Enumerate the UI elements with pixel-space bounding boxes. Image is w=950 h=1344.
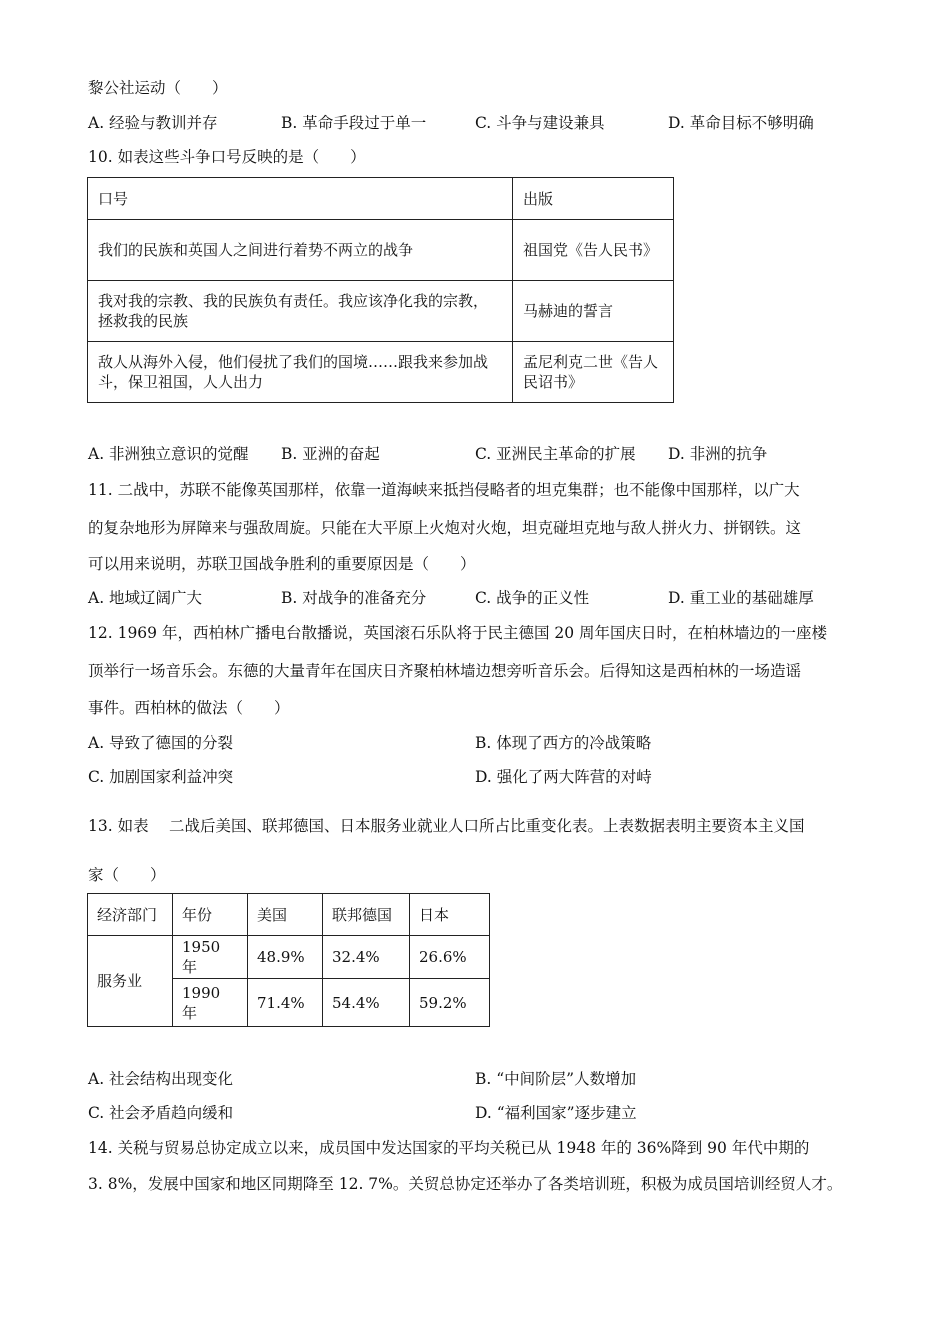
q10-option-d[interactable]: D. 非洲的抗争 [668,445,768,463]
q10-header-slogan: 口号 [88,178,513,220]
q13-sector-cell: 服务业 [88,936,173,1027]
q10-stem: 10. 如表这些斗争口号反映的是（ ） [88,148,366,166]
q11-option-d[interactable]: D. 重工业的基础雄厚 [668,589,814,607]
q10-option-c[interactable]: C. 亚洲民主革命的扩展 [475,445,636,463]
q10-row2-slogan: 我对我的宗教、我的民族负有责任。我应该净化我的宗教，拯救我的民族 [88,281,513,342]
q13-row1-year: 1950 年 [173,936,248,979]
q11-stem-line2: 的复杂地形为屏障来与强敌周旋。只能在大平原上火炮对火炮，坦克碰坦克地与敌人拼火力、拼钢铁。这 [88,519,802,537]
q9-option-c[interactable]: C. 斗争与建设兼具 [475,114,605,132]
q13-row2-year: 1990 年 [173,979,248,1027]
q13-stem-line2: 家（ ） [88,866,166,884]
q10-row2-source: 马赫迪的誓言 [513,281,674,342]
q14-stem-line1: 14. 关税与贸易总协定成立以来，成员国中发达国家的平均关税已从 1948 年的 36%降到 90 年代中期的 [88,1139,810,1157]
q13-row1-west-germany: 32.4% [323,936,410,979]
q13-row2-japan: 59.2% [410,979,490,1027]
q13-option-a[interactable]: A. 社会结构出现变化 [88,1070,234,1088]
q12-option-b[interactable]: B. 体现了西方的冷战策略 [475,734,652,752]
q14-stem-line2: 3. 8%，发展中国家和地区同期降至 12. 7%。关贸总协定还举办了各类培训班，积极为成员国培训经贸人才。 [88,1175,843,1193]
q13-row1-japan: 26.6% [410,936,490,979]
q12-stem-line1: 12. 1969 年，西柏林广播电台散播说，英国滚石乐队将于民主德国 20 周年国庆日时，在柏林墙边的一座楼 [88,624,828,642]
q9-option-d[interactable]: D. 革命目标不够明确 [668,114,814,132]
q11-option-c[interactable]: C. 战争的正义性 [475,589,590,607]
q10-row3-source: 孟尼利克二世《告人民诏书》 [513,342,674,403]
q10-row1-source: 祖国党《告人民书》 [513,220,674,281]
q10-option-b[interactable]: B. 亚洲的奋起 [281,445,380,463]
q12-stem-line2: 顶举行一场音乐会。东德的大量青年在国庆日齐聚柏林墙边想旁听音乐会。后得知这是西柏林的一场造谣 [88,662,802,680]
q13-option-c[interactable]: C. 社会矛盾趋向缓和 [88,1104,234,1122]
q13-row2-usa: 71.4% [248,979,323,1027]
q13-row1-usa: 48.9% [248,936,323,979]
q10-option-a[interactable]: A. 非洲独立意识的觉醒 [88,445,249,463]
q13-stem-line1: 13. 如表 二战后美国、联邦德国、日本服务业就业人口所占比重变化表。上表数据表明主要资本主义国 [88,817,805,835]
q13-header-sector: 经济部门 [88,894,173,936]
q9-option-b[interactable]: B. 革命手段过于单一 [281,114,427,132]
q13-option-b[interactable]: B. “中间阶层”人数增加 [475,1070,637,1088]
q11-stem-line3: 可以用来说明，苏联卫国战争胜利的重要原因是（ ） [88,555,476,573]
q12-option-c[interactable]: C. 加剧国家利益冲突 [88,768,234,786]
q10-row1-slogan: 我们的民族和英国人之间进行着势不两立的战争 [88,220,513,281]
q13-option-d[interactable]: D. “福利国家”逐步建立 [475,1104,637,1122]
q9-stem-tail: 黎公社运动（ ） [88,79,228,97]
q10-table [87,177,674,403]
q9-option-a[interactable]: A. 经验与教训并存 [88,114,218,132]
q13-header-japan: 日本 [410,894,490,936]
q11-stem-line1: 11. 二战中，苏联不能像英国那样，依靠一道海峡来抵挡侵略者的坦克集群；也不能像中国那样，以广大 [88,481,800,499]
q13-header-usa: 美国 [248,894,323,936]
q10-row3-slogan: 敌人从海外入侵，他们侵扰了我们的国境……跟我来参加战斗，保卫祖国，人人出力 [88,342,513,403]
q11-option-a[interactable]: A. 地域辽阔广大 [88,589,203,607]
q13-row2-west-germany: 54.4% [323,979,410,1027]
q11-option-b[interactable]: B. 对战争的准备充分 [281,589,427,607]
q10-header-source: 出版 [513,178,674,220]
q12-option-d[interactable]: D. 强化了两大阵营的对峙 [475,768,652,786]
q12-stem-line3: 事件。西柏林的做法（ ） [88,699,290,717]
q13-header-year: 年份 [173,894,248,936]
q12-option-a[interactable]: A. 导致了德国的分裂 [88,734,234,752]
q13-table [87,893,490,1027]
q13-header-west-germany: 联邦德国 [323,894,410,936]
